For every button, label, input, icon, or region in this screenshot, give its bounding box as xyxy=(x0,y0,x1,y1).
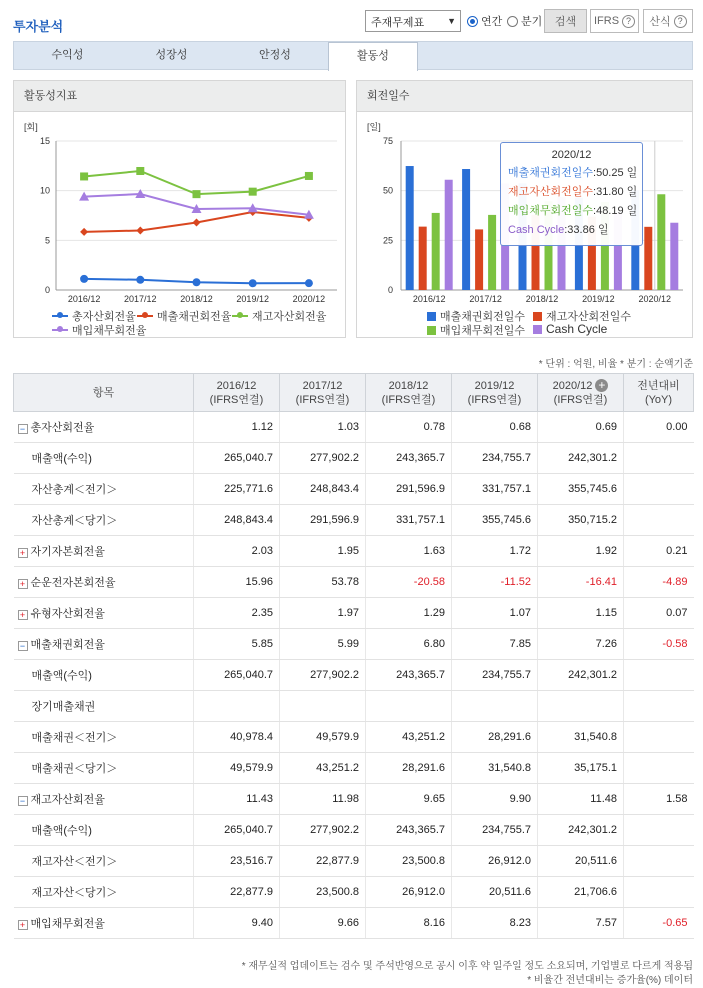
tooltip-label: 재고자산회전일수 xyxy=(508,186,594,198)
table-cell xyxy=(624,443,694,474)
legend-marker-icon xyxy=(427,326,436,335)
table-cell: 0.07 xyxy=(624,598,694,629)
legend-label: 재고자산회전율 xyxy=(252,311,327,323)
tooltip-row xyxy=(508,183,638,202)
table-cell: 243,365.7 xyxy=(366,443,452,474)
table-cell: 234,755.7 xyxy=(452,815,538,846)
table-cell xyxy=(280,691,366,722)
table-cell: 31,540.8 xyxy=(452,753,538,784)
tooltip-row xyxy=(508,202,638,221)
chart-tooltip xyxy=(500,142,643,246)
y-axis-unit: [일] xyxy=(367,122,381,132)
legend-label: 매출채권회전일수 xyxy=(440,311,526,323)
analysis-tabs xyxy=(13,41,693,70)
table-cell xyxy=(624,846,694,877)
radio-annual[interactable] xyxy=(467,13,502,29)
tooltip-row xyxy=(508,221,635,240)
x-tick-label: 2016/12 xyxy=(67,294,101,304)
collapse-icon[interactable]: − xyxy=(18,641,28,651)
tab-stability[interactable]: 안정성 xyxy=(259,49,291,61)
table-cell: -0.58 xyxy=(624,629,694,660)
x-tick-label: 2019/12 xyxy=(582,294,615,304)
bar xyxy=(475,229,483,290)
table-cell: 265,040.7 xyxy=(194,815,280,846)
collapse-icon[interactable]: − xyxy=(18,796,28,806)
legend-marker-icon xyxy=(232,315,248,317)
table-cell: 2.35 xyxy=(194,598,280,629)
table-row xyxy=(14,753,694,784)
table-cell: 1.29 xyxy=(366,598,452,629)
table-cell: 1.07 xyxy=(452,598,538,629)
table-cell: 22,877.9 xyxy=(280,846,366,877)
row-label[interactable]: − 매출채권회전율 xyxy=(14,629,194,660)
top-bar xyxy=(0,0,703,40)
y-tick-label: 10 xyxy=(39,185,50,196)
expand-plus-icon[interactable]: + xyxy=(595,379,608,392)
bar xyxy=(644,227,652,290)
table-cell: 1.97 xyxy=(280,598,366,629)
table-cell: 23,500.8 xyxy=(366,846,452,877)
footnote-update: * 재무실적 업데이트는 검수 및 주석반영으로 공시 이후 약 일주일 정도 소요되며, 기업별로 다르게 적용됨 xyxy=(241,961,693,972)
row-label: 매출액(수익) xyxy=(14,815,194,846)
chevron-down-icon: ▼ xyxy=(447,16,456,26)
row-label: 자산총계＜전기＞ xyxy=(14,474,194,505)
formula-button-label: 산식 xyxy=(649,16,671,28)
table-cell: 355,745.6 xyxy=(538,474,624,505)
legend-receivables-turnover[interactable] xyxy=(137,308,231,324)
bar xyxy=(406,166,414,290)
table-row xyxy=(14,877,694,908)
table-cell: 277,902.2 xyxy=(280,815,366,846)
radio-annual-label: 연간 xyxy=(481,16,503,28)
table-cell: 248,843.4 xyxy=(194,505,280,536)
table-row xyxy=(14,443,694,474)
legend-cash-cycle[interactable] xyxy=(533,322,607,336)
table-cell: -16.41 xyxy=(538,567,624,598)
table-cell xyxy=(624,877,694,908)
table-cell: 265,040.7 xyxy=(194,443,280,474)
tooltip-value: :48.19 일 xyxy=(593,205,638,217)
table-cell: 22,877.9 xyxy=(194,877,280,908)
table-cell: 242,301.2 xyxy=(538,660,624,691)
table-cell: 53.78 xyxy=(280,567,366,598)
row-label: 재고자산＜전기＞ xyxy=(14,846,194,877)
table-cell: 5.85 xyxy=(194,629,280,660)
radio-unchecked-icon xyxy=(507,16,518,27)
row-label[interactable]: + 순운전자본회전율 xyxy=(14,567,194,598)
table-cell: 1.92 xyxy=(538,536,624,567)
table-cell: 291,596.9 xyxy=(366,474,452,505)
table-cell: 0.68 xyxy=(452,412,538,443)
table-cell: 9.40 xyxy=(194,908,280,939)
table-cell: 1.95 xyxy=(280,536,366,567)
table-cell: 0.00 xyxy=(624,412,694,443)
table-cell: 248,843.4 xyxy=(280,474,366,505)
table-cell: 277,902.2 xyxy=(280,443,366,474)
activity-indicator-panel xyxy=(13,80,346,338)
table-cell: 242,301.2 xyxy=(538,443,624,474)
table-row xyxy=(14,815,694,846)
activity-line-chart xyxy=(14,112,345,337)
table-cell: 0.69 xyxy=(538,412,624,443)
table-header-row xyxy=(14,374,694,412)
bar xyxy=(488,215,496,290)
data-point xyxy=(305,172,313,180)
row-label[interactable]: + 유형자산회전율 xyxy=(14,598,194,629)
tooltip-value: :33.86 일 xyxy=(564,224,609,236)
legend-payable-days[interactable] xyxy=(427,322,525,338)
table-row xyxy=(14,598,694,629)
expand-icon[interactable]: + xyxy=(18,920,28,930)
tooltip-value: :31.80 일 xyxy=(593,186,638,198)
legend-label: 매입채무회전율 xyxy=(72,325,147,337)
table-cell: 28,291.6 xyxy=(452,722,538,753)
ifrs-button-label: IFRS xyxy=(593,15,620,27)
table-cell: 21,706.6 xyxy=(538,877,624,908)
panel-title: 회전일수 xyxy=(357,81,692,112)
panel-title: 활동성지표 xyxy=(14,81,345,112)
table-cell: 5.99 xyxy=(280,629,366,660)
help-icon: ? xyxy=(674,15,687,28)
table-cell: 28,291.6 xyxy=(366,753,452,784)
bar xyxy=(432,213,440,290)
y-tick-label: 75 xyxy=(382,136,393,146)
y-tick-label: 50 xyxy=(382,185,393,196)
x-tick-label: 2017/12 xyxy=(124,294,157,304)
table-cell: 350,715.2 xyxy=(538,505,624,536)
table-row xyxy=(14,660,694,691)
table-cell xyxy=(452,691,538,722)
table-cell: 1.03 xyxy=(280,412,366,443)
table-body xyxy=(14,412,694,939)
table-cell: 43,251.2 xyxy=(366,722,452,753)
tooltip-label: 매출채권회전일수 xyxy=(508,167,594,179)
legend-label: 매입채무회전일수 xyxy=(440,325,526,337)
table-cell xyxy=(624,660,694,691)
legend-label: 재고자산회전일수 xyxy=(546,311,632,323)
table-cell: -11.52 xyxy=(452,567,538,598)
x-tick-label: 2016/12 xyxy=(412,294,446,304)
y-axis-unit: [회] xyxy=(24,122,38,132)
table-cell xyxy=(624,474,694,505)
table-cell: 242,301.2 xyxy=(538,815,624,846)
table-cell: 243,365.7 xyxy=(366,660,452,691)
legend-marker-icon xyxy=(533,312,542,321)
table-row xyxy=(14,846,694,877)
table-cell: 23,500.8 xyxy=(280,877,366,908)
x-tick-label: 2018/12 xyxy=(525,294,559,304)
row-label: 매출채권＜전기＞ xyxy=(14,722,194,753)
table-cell xyxy=(624,505,694,536)
table-cell: 9.65 xyxy=(366,784,452,815)
search-button-label: 검색 xyxy=(554,16,577,28)
header-period: 전년대비 (YoY) xyxy=(624,374,694,412)
expand-icon[interactable]: + xyxy=(18,548,28,558)
data-point xyxy=(80,172,88,180)
table-cell: -4.89 xyxy=(624,567,694,598)
table-cell: 26,912.0 xyxy=(366,877,452,908)
y-tick-label: 15 xyxy=(39,136,50,146)
table-cell: 23,516.7 xyxy=(194,846,280,877)
table-row xyxy=(14,722,694,753)
data-point xyxy=(193,190,201,198)
statement-select-value: 주재무제표 xyxy=(371,17,425,29)
data-point xyxy=(136,226,144,234)
x-tick-label: 2018/12 xyxy=(180,294,213,304)
table-row xyxy=(14,412,694,443)
bar xyxy=(462,169,470,290)
expand-icon[interactable]: + xyxy=(18,610,28,620)
legend-payables-turnover[interactable] xyxy=(52,322,146,338)
bar xyxy=(419,227,427,290)
table-row xyxy=(14,567,694,598)
table-row xyxy=(14,629,694,660)
legend-label: Cash Cycle xyxy=(546,322,608,336)
header-item: 항목 xyxy=(14,374,194,412)
row-label[interactable]: − 총자산회전율 xyxy=(14,412,194,443)
table-cell xyxy=(624,691,694,722)
table-cell: 265,040.7 xyxy=(194,660,280,691)
header-period: 2019/12 (IFRS연결) xyxy=(452,374,538,412)
table-cell: 11.48 xyxy=(538,784,624,815)
data-point xyxy=(249,279,257,287)
table-cell: 43,251.2 xyxy=(280,753,366,784)
bar xyxy=(445,180,453,290)
legend-marker-icon xyxy=(52,315,68,317)
table-row xyxy=(14,536,694,567)
table-cell: 1.15 xyxy=(538,598,624,629)
legend-marker-icon xyxy=(427,312,436,321)
data-point xyxy=(193,218,201,226)
table-cell: 331,757.1 xyxy=(366,505,452,536)
statement-select[interactable] xyxy=(365,10,461,32)
tooltip-row xyxy=(508,164,638,183)
table-cell: -20.58 xyxy=(366,567,452,598)
table-cell: 9.66 xyxy=(280,908,366,939)
x-tick-label: 2019/12 xyxy=(236,294,269,304)
table-cell: 1.12 xyxy=(194,412,280,443)
footnote-yoy: * 비율간 전년대비는 증가율(%) 데이터 xyxy=(527,975,693,986)
table-cell: 0.21 xyxy=(624,536,694,567)
radio-quarter[interactable] xyxy=(507,13,542,29)
table-cell: 243,365.7 xyxy=(366,815,452,846)
table-cell: 26,912.0 xyxy=(452,846,538,877)
table-cell: 20,511.6 xyxy=(538,846,624,877)
tooltip-rows xyxy=(508,164,638,240)
row-label[interactable]: − 재고자산회전율 xyxy=(14,784,194,815)
table-cell: 331,757.1 xyxy=(452,474,538,505)
data-point xyxy=(249,188,257,196)
x-tick-label: 2020/12 xyxy=(292,294,326,304)
radio-checked-icon xyxy=(467,16,478,27)
unit-note: * 단위 : 억원, 비율 * 분기 : 순액기준 xyxy=(538,359,693,370)
row-label: 매출채권＜당기＞ xyxy=(14,753,194,784)
table-cell: 0.78 xyxy=(366,412,452,443)
table-row xyxy=(14,691,694,722)
tooltip-title: 2020/12 xyxy=(551,149,592,161)
data-point xyxy=(136,167,144,175)
table-cell: 355,745.6 xyxy=(452,505,538,536)
table-row xyxy=(14,908,694,939)
table-cell: 35,175.1 xyxy=(538,753,624,784)
page-title: 투자분석 xyxy=(13,19,64,34)
row-label: 자산총계＜당기＞ xyxy=(14,505,194,536)
table-cell xyxy=(624,815,694,846)
data-point xyxy=(136,276,144,284)
table-cell: 277,902.2 xyxy=(280,660,366,691)
table-cell: 291,596.9 xyxy=(280,505,366,536)
table-cell: 1.72 xyxy=(452,536,538,567)
table-cell xyxy=(624,722,694,753)
collapse-icon[interactable]: − xyxy=(18,424,28,434)
table-cell: 8.16 xyxy=(366,908,452,939)
table-row xyxy=(14,505,694,536)
table-cell: 6.80 xyxy=(366,629,452,660)
row-label: 매출액(수익) xyxy=(14,443,194,474)
row-label[interactable]: + 자기자본회전율 xyxy=(14,536,194,567)
y-tick-label: 5 xyxy=(44,235,50,246)
expand-icon[interactable]: + xyxy=(18,579,28,589)
y-tick-label: 0 xyxy=(387,285,393,295)
table-row xyxy=(14,474,694,505)
x-tick-label: 2020/12 xyxy=(638,294,672,304)
table-cell: 7.57 xyxy=(538,908,624,939)
table-cell: -0.65 xyxy=(624,908,694,939)
table-cell: 49,579.9 xyxy=(194,753,280,784)
tooltip-label: Cash Cycle xyxy=(508,224,565,236)
table-cell: 1.63 xyxy=(366,536,452,567)
tooltip-label: 매입채무회전일수 xyxy=(508,205,594,217)
tab-growth[interactable]: 성장성 xyxy=(155,49,188,61)
table-cell: 20,511.6 xyxy=(452,877,538,908)
tab-activity[interactable]: 활동성 xyxy=(328,42,418,71)
table-cell: 49,579.9 xyxy=(280,722,366,753)
tooltip-value: :50.25 일 xyxy=(593,167,638,179)
table-cell xyxy=(366,691,452,722)
row-label: 재고자산＜당기＞ xyxy=(14,877,194,908)
row-label[interactable]: + 매입채무회전율 xyxy=(14,908,194,939)
header-period: 2018/12 (IFRS연결) xyxy=(366,374,452,412)
table-cell xyxy=(538,691,624,722)
row-label: 장기매출채권 xyxy=(14,691,194,722)
table-cell: 11.43 xyxy=(194,784,280,815)
legend-label: 총자산회전율 xyxy=(72,311,136,323)
data-point xyxy=(193,278,201,286)
data-point xyxy=(80,275,88,283)
table-cell: 7.26 xyxy=(538,629,624,660)
tab-profitability[interactable]: 수익성 xyxy=(51,49,84,61)
radio-quarter-label: 분기 xyxy=(521,16,543,28)
data-point xyxy=(80,228,88,236)
legend-marker-icon xyxy=(52,329,68,331)
table-cell: 11.98 xyxy=(280,784,366,815)
table-cell: 7.85 xyxy=(452,629,538,660)
ifrs-help-button[interactable] xyxy=(590,9,639,33)
data-point xyxy=(305,279,313,287)
table-cell: 225,771.6 xyxy=(194,474,280,505)
formula-help-button[interactable] xyxy=(643,9,693,33)
bar xyxy=(670,223,678,290)
header-period: 2016/12 (IFRS연결) xyxy=(194,374,280,412)
row-label: 매출액(수익) xyxy=(14,660,194,691)
y-tick-label: 0 xyxy=(44,285,50,295)
legend-label: 매출채권회전율 xyxy=(157,311,232,323)
legend-inventory-turnover[interactable] xyxy=(232,308,326,324)
table-cell xyxy=(624,753,694,784)
legend-marker-icon xyxy=(137,315,153,317)
table-cell: 40,978.4 xyxy=(194,722,280,753)
bar xyxy=(657,194,665,290)
legend-marker-icon xyxy=(533,325,542,334)
table-cell: 15.96 xyxy=(194,567,280,598)
activity-data-table xyxy=(13,373,694,939)
help-icon: ? xyxy=(622,15,635,28)
table-cell: 31,540.8 xyxy=(538,722,624,753)
table-cell: 1.58 xyxy=(624,784,694,815)
search-button[interactable] xyxy=(544,9,587,33)
y-tick-label: 25 xyxy=(382,235,393,246)
table-cell: 2.03 xyxy=(194,536,280,567)
table-cell: 9.90 xyxy=(452,784,538,815)
header-period: 2017/12 (IFRS연결) xyxy=(280,374,366,412)
table-cell: 234,755.7 xyxy=(452,443,538,474)
table-row xyxy=(14,784,694,815)
table-cell: 234,755.7 xyxy=(452,660,538,691)
table-cell xyxy=(194,691,280,722)
table-cell: 8.23 xyxy=(452,908,538,939)
header-period: 2020/12 + (IFRS연결) xyxy=(538,374,624,412)
x-tick-label: 2017/12 xyxy=(469,294,502,304)
